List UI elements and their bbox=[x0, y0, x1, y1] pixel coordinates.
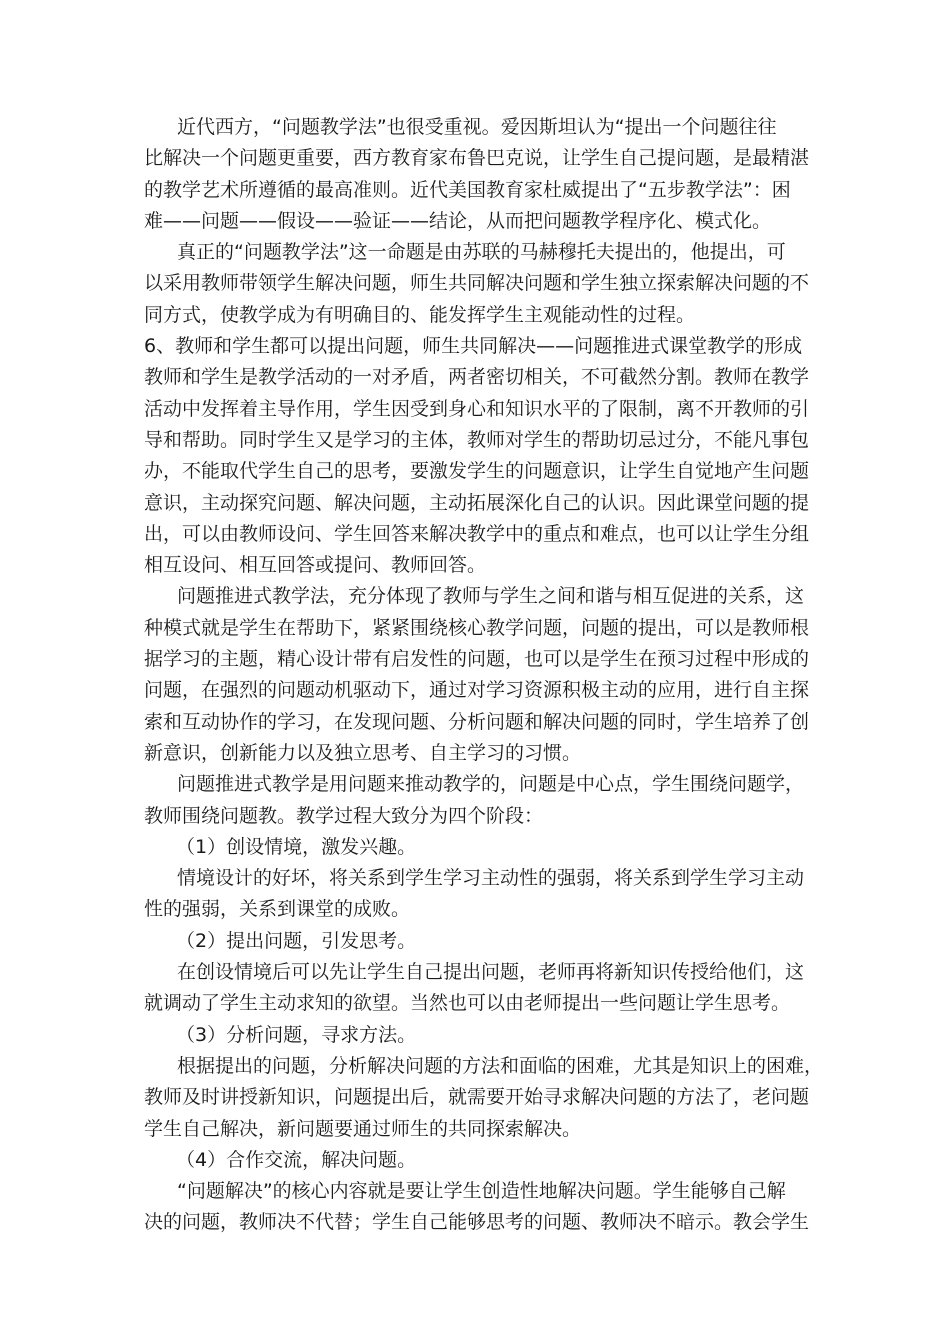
text-line: 真正的“问题教学法”这一命题是由苏联的马赫穆托夫提出的，他提出，可 bbox=[177, 241, 786, 264]
text-line: 出，可以由教师设问、学生回答来解决教学中的重点和难点，也可以让学生分组 bbox=[144, 522, 810, 545]
text-line: 情境设计的好坏，将关系到学生学习主动性的强弱，将关系到学生学习主动 bbox=[177, 867, 805, 890]
text-line: 学生自己解决，新问题要通过师生的共同探索解决。 bbox=[144, 1117, 582, 1140]
text-line: 难——问题——假设——验证——结论，从而把问题教学程序化、模式化。 bbox=[144, 209, 772, 232]
text-line: 根据提出的问题，分析解决问题的方法和面临的困难，尤其是知识上的困难， bbox=[177, 1054, 824, 1077]
text-line: 据学习的主题，精心设计带有启发性的问题，也可以是学生在预习过程中形成的 bbox=[144, 648, 810, 671]
text-line: 办，不能取代学生自己的思考，要激发学生的问题意识，让学生自觉地产生问题 bbox=[144, 460, 810, 483]
document-page bbox=[144, 112, 826, 1239]
text-line: 索和互动协作的学习，在发现问题、分析问题和解决问题的同时，学生培养了创 bbox=[144, 710, 810, 733]
text-line: 教师围绕问题教。教学过程大致分为四个阶段： bbox=[144, 804, 544, 827]
text-line: 教师及时讲授新知识，问题提出后，就需要开始寻求解决问题的方法了，老问题 bbox=[144, 1086, 810, 1109]
text-line: 相互设问、相互回答或提问、教师回答。 bbox=[144, 554, 487, 577]
section-heading: 6、教师和学生都可以提出问题，师生共同解决——问题推进式课堂教学的形成 bbox=[144, 335, 803, 358]
text-line: 教师和学生是教学活动的一对矛盾，两者密切相关，不可截然分割。教师在教学 bbox=[144, 366, 810, 389]
text-line: 问题推进式教学法，充分体现了教师与学生之间和谐与相互促进的关系，这 bbox=[177, 585, 805, 608]
text-line: 同方式，使教学成为有明确目的、能发挥学生主观能动性的过程。 bbox=[144, 303, 696, 326]
text-line: 新意识，创新能力以及独立思考、自主学习的习惯。 bbox=[144, 741, 582, 764]
text-line: 就调动了学生主动求知的欲望。当然也可以由老师提出一些问题让学生思考。 bbox=[144, 992, 791, 1015]
text-line: 导和帮助。同时学生又是学习的主体，教师对学生的帮助切忌过分，不能凡事包 bbox=[144, 428, 810, 451]
text-line: 种模式就是学生在帮助下，紧紧围绕核心教学问题，问题的提出，可以是教师根 bbox=[144, 616, 810, 639]
text-line: “问题解决”的核心内容就是要让学生创造性地解决问题。学生能够自己解 bbox=[177, 1180, 786, 1203]
text-line: 问题推进式教学是用问题来推动教学的，问题是中心点，学生围绕问题学， bbox=[177, 773, 805, 796]
text-line: 以采用教师带领学生解决问题，师生共同解决问题和学生独立探索解决问题的不 bbox=[144, 272, 810, 295]
stage-heading: （4）合作交流，解决问题。 bbox=[176, 1148, 417, 1171]
text-line: 在创设情境后可以先让学生自己提出问题，老师再将新知识传授给他们，这 bbox=[177, 961, 805, 984]
stage-heading: （3）分析问题，寻求方法。 bbox=[176, 1023, 417, 1046]
stage-heading: （1）创设情境，激发兴趣。 bbox=[176, 835, 417, 858]
text-line: 的教学艺术所遵循的最高准则。近代美国教育家杜威提出了“五步教学法”：困 bbox=[144, 178, 791, 201]
text-line: 性的强弱，关系到课堂的成败。 bbox=[144, 898, 411, 921]
text-line: 活动中发挥着主导作用，学生因受到身心和知识水平的了限制，离不开教师的引 bbox=[144, 397, 810, 420]
text-line: 比解决一个问题更重要，西方教育家布鲁巴克说，让学生自己提问题，是最精湛 bbox=[144, 147, 810, 170]
text-line: 近代西方，“问题教学法”也很受重视。爱因斯坦认为“提出一个问题往往 bbox=[177, 116, 777, 138]
text-line: 意识，主动探究问题、解决问题，主动拓展深化自己的认识。因此课堂问题的提 bbox=[144, 491, 810, 514]
stage-heading: （2）提出问题，引发思考。 bbox=[176, 929, 417, 952]
text-line: 决的问题，教师决不代替；学生自己能够思考的问题、教师决不暗示。教会学生 bbox=[144, 1211, 810, 1234]
text-line: 问题，在强烈的问题动机驱动下，通过对学习资源积极主动的应用，进行自主探 bbox=[144, 679, 810, 702]
